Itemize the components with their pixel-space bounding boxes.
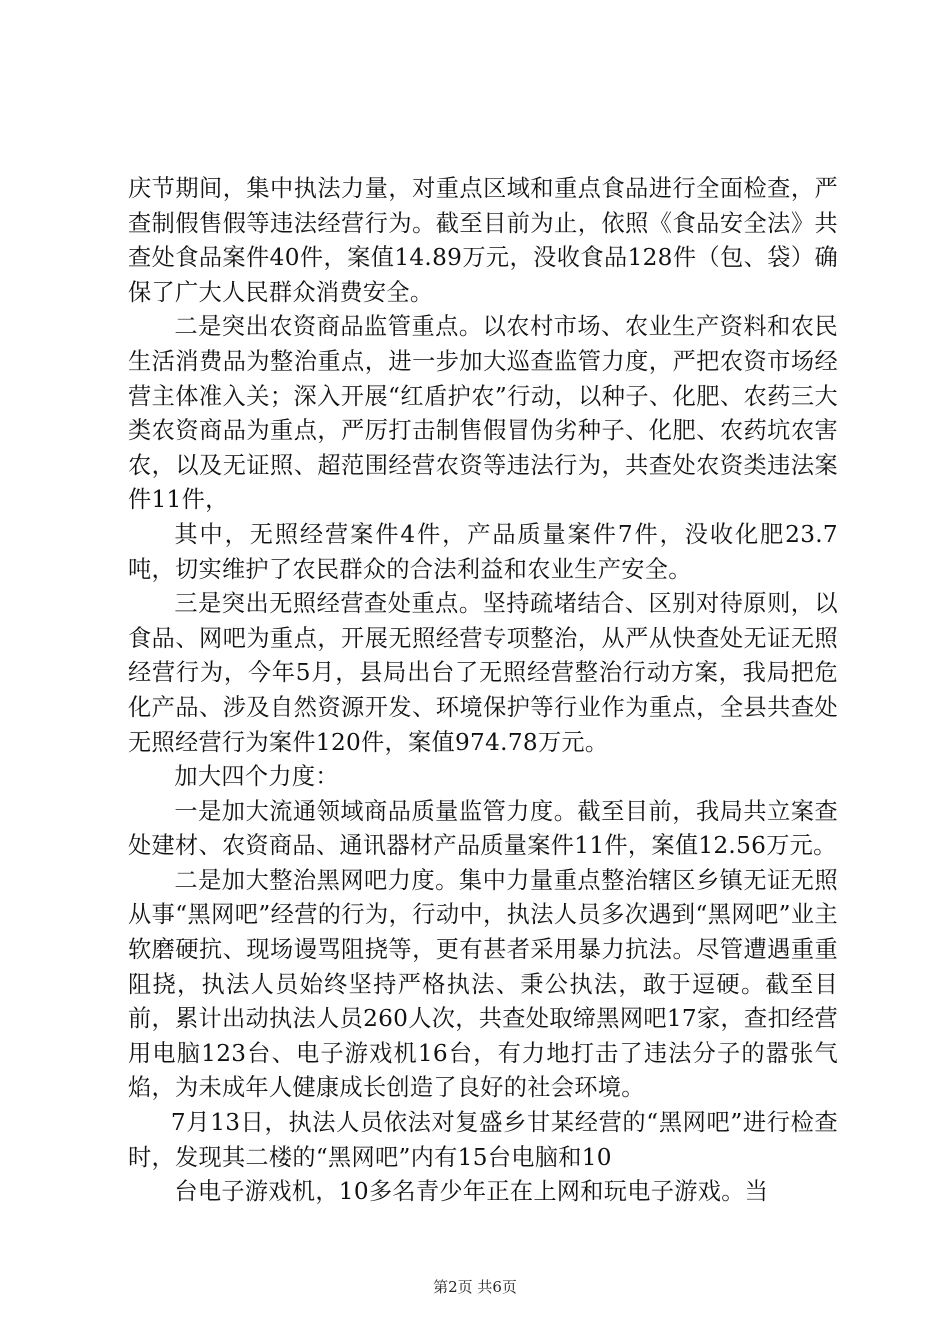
paragraph-agri-cases: 其中，无照经营案件4件，产品质量案件7件，没收化肥23.7吨，切实维护了农民群众的合法利益和农业生产安全。 [128,520,838,583]
paragraph-four-efforts: 加大四个力度： [174,763,339,791]
document-body [128,172,838,1210]
paragraph-food-safety: 庆节期间，集中执法力量，对重点区域和重点食品进行全面检查，严查制假售假等违法经营行为。截至目前为止，依照《食品安全法》共查处食品案件40件，案值14.89万元，没收食品128件（包、袋）确保了广大人民群众消费安全。 [128,175,838,306]
paragraph-unlicensed: 三是突出无照经营查处重点。坚持疏堵结合、区别对待原则，以食品、网吧为重点，开展无照经营专项整治，从严从快查处无证无照经营行为，今年5月，县局出台了无照经营整治行动方案，我局把危化产品、涉及自然资源开发、环境保护等行业作为重点，全县共查处无照经营行为案件120件，案值974.78万元。 [128,590,838,756]
page-footer: 第2页 共6页 [433,1278,517,1296]
paragraph-continuation: 台电子游戏机，10多名青少年正在上网和玩电子游戏。当 [174,1178,769,1206]
paragraph-july-inspection: 7月13日，执法人员依法对复盛乡甘某经营的“黑网吧”进行检查时，发现其二楼的“黑网吧”内有15台电脑和10 [128,1109,838,1171]
paragraph-internet-cafes: 二是加大整治黑网吧力度。集中力量重点整治辖区乡镇无证无照从事“黑网吧”经营的行为，行动中，执法人员多次遇到“黑网吧”业主软磨硬抗、现场谩骂阻挠等，更有甚者采用暴力抗法。尽管遭遇重重阻挠，执法人员始终坚持严格执法、秉公执法，敢于逗硬。截至目前，累计出动执法人员260人次，共查处取缔黑网吧17家，查扣经营用电脑123台、电子游戏机16台，有力地打击了违法分子的嚣张气焰，为未成年人健康成长创造了良好的社会环境。 [128,866,838,1102]
paragraph-agri-supplies: 二是突出农资商品监管重点。以农村市场、农业生产资料和农民生活消费品为整治重点，进一步加大巡查监管力度，严把农资市场经营主体准入关；深入开展“红盾护农”行动，以种子、化肥、农药三大类农资商品为重点，严厉打击制售假冒伪劣种子、化肥、农药坑农害农，以及无证照、超范围经营农资等违法行为，共查处农资类违法案件11件， [128,313,838,514]
paragraph-quality-supervision: 一是加大流通领域商品质量监管力度。截至目前，我局共立案查处建材、农资商品、通讯器材产品质量案件11件，案值12.56万元。 [128,797,838,860]
